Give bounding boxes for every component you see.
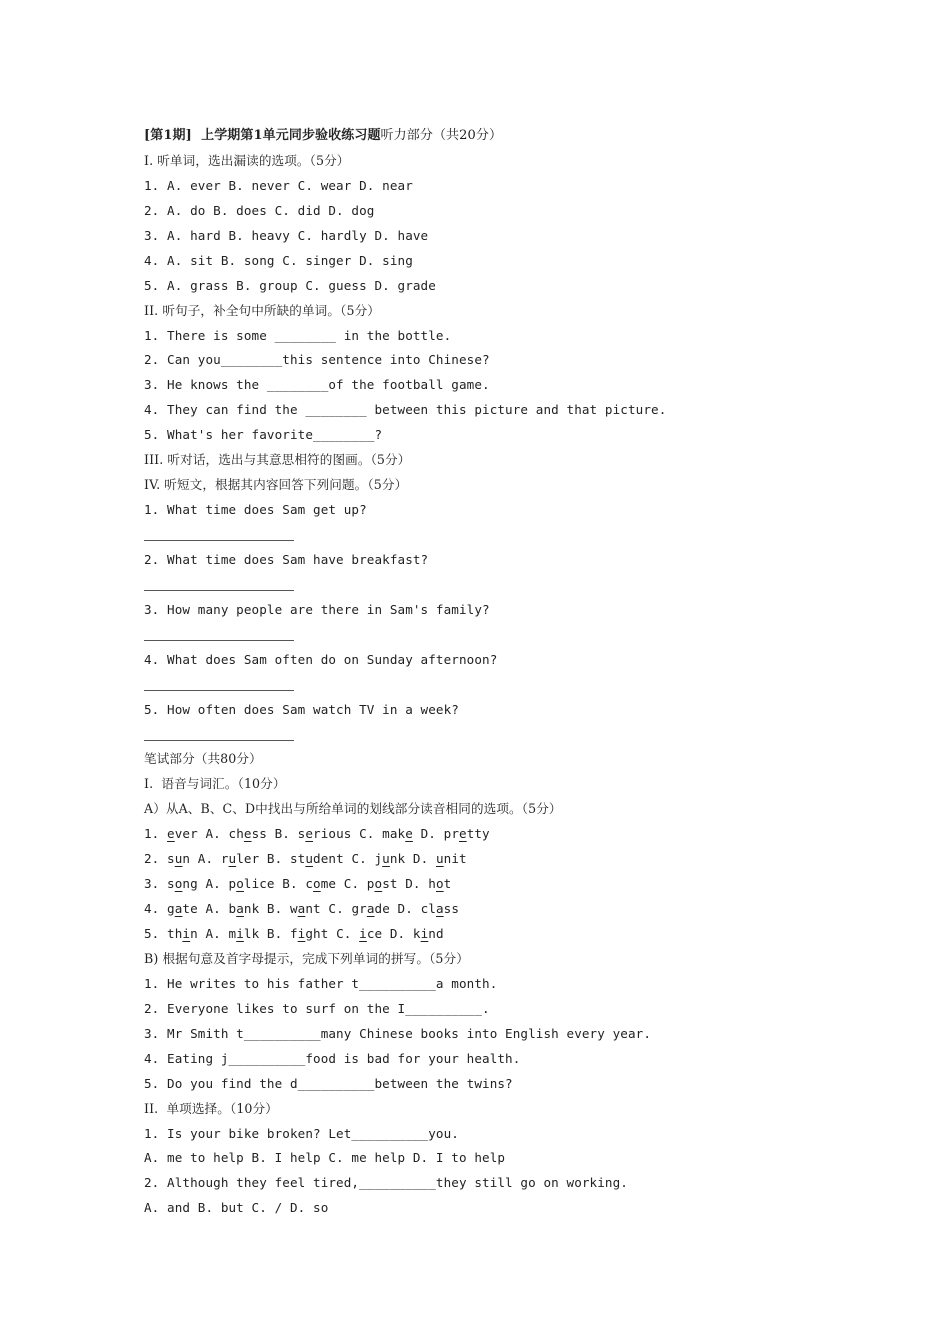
question-item: 4. What does Sam often do on Sunday afternoon? xyxy=(144,651,498,667)
text-segment: dent C. j xyxy=(313,851,383,867)
choice-item: 2. Although they feel tired,__________they still go on working. xyxy=(144,1175,628,1191)
title-normal-part: 听力部分（共20分） xyxy=(380,128,503,143)
underlined-letter: o xyxy=(435,876,444,892)
text-segment: ler B. st xyxy=(236,851,306,867)
answer-blank-line xyxy=(144,573,864,598)
spelling-item: 4. Eating j__________food is bad for your health. xyxy=(144,1050,521,1066)
underlined-letter: i xyxy=(182,926,191,941)
text-segment: n A. r xyxy=(182,851,229,867)
text-segment: tty xyxy=(466,826,490,842)
spelling-item: 3. Mr Smith t__________many Chinese books into English every year. xyxy=(144,1025,652,1041)
text-segment: 4. g xyxy=(144,901,175,917)
underlined-letter: i xyxy=(359,926,367,941)
answer-blank-line xyxy=(144,723,864,748)
text-segment: ss xyxy=(443,901,460,917)
underlined-letter: a xyxy=(366,901,375,917)
underlined-letter: o xyxy=(313,876,321,892)
listening-part3-heading: III. 听对话，选出与其意思相符的图画。（5分） xyxy=(144,452,411,468)
underlined-letter: e xyxy=(305,826,314,842)
text-segment: nd xyxy=(428,926,444,941)
list-item: 2. Can you________this sentence into Chinese? xyxy=(144,352,490,368)
question-item: 3. How many people are there in Sam's family? xyxy=(144,601,490,617)
question-item: 1. What time does Sam get up? xyxy=(144,502,367,518)
answer-blank-line xyxy=(144,673,864,698)
underlined-letter: o xyxy=(174,876,183,892)
underlined-letter: e xyxy=(243,826,252,842)
underlined-letter: u xyxy=(382,851,390,867)
underlined-letter: u xyxy=(228,851,237,867)
listening-part1-heading: I. 听单词，选出漏读的选项。（5分） xyxy=(144,152,350,168)
underlined-letter: i xyxy=(236,926,244,941)
underlined-letter: u xyxy=(305,851,314,867)
spelling-item: 1. He writes to his father t__________a month. xyxy=(144,975,498,991)
text-segment: t xyxy=(443,876,452,892)
phonetics-item xyxy=(144,847,864,872)
title-bold-part: [第1期] 上学期第1单元同步验收练习题 xyxy=(144,128,381,143)
list-item: 1. There is some ________ in the bottle. xyxy=(144,327,452,343)
written-part1-heading: I. 语音与词汇。（10分） xyxy=(144,776,286,792)
underlined-letter: o xyxy=(374,876,383,892)
underlined-letter: e xyxy=(405,826,413,842)
phonetics-item xyxy=(144,922,864,947)
choice-item: 1. Is your bike broken? Let__________you. xyxy=(144,1125,459,1141)
question-item: 2. What time does Sam have breakfast? xyxy=(144,551,429,567)
underlined-letter: a xyxy=(174,901,183,917)
written-heading: 笔试部分（共80分） xyxy=(144,751,262,767)
question-item: 5. How often does Sam watch TV in a week? xyxy=(144,701,459,717)
list-item: 5. A. grass B. group C. guess D. grade xyxy=(144,277,436,293)
section-a-heading: A）从A、B、C、D中找出与所给单词的划线部分读音相同的选项。（5分） xyxy=(144,801,562,817)
list-item: 4. They can find the ________ between this picture and that picture. xyxy=(144,402,667,418)
text-segment: de D. cl xyxy=(374,901,436,917)
list-item: 4. A. sit B. song C. singer D. sing xyxy=(144,252,413,268)
list-item: 3. He knows the ________of the football game. xyxy=(144,377,490,393)
underlined-letter: u xyxy=(174,851,183,867)
text-segment: ver A. ch xyxy=(174,826,244,842)
text-segment: n A. m xyxy=(190,926,237,941)
text-segment: nit xyxy=(443,851,467,867)
text-segment: ght C. xyxy=(305,926,360,941)
worksheet-page xyxy=(144,124,864,1221)
text-segment: ss B. s xyxy=(251,826,306,842)
text-segment: lk B. f xyxy=(243,926,298,941)
section-b-heading: B) 根据句意及首字母提示，完成下列单词的拼写。（5分） xyxy=(144,950,469,966)
list-item: 2. A. do B. does C. did D. dog xyxy=(144,202,375,218)
text-segment: 2. s xyxy=(144,851,175,867)
listening-part4-heading: IV. 听短文，根据其内容回答下列问题。（5分） xyxy=(144,477,408,493)
text-segment: nt C. gr xyxy=(305,901,367,917)
phonetics-item xyxy=(144,822,864,847)
choice-options: A. me to help B. I help C. me help D. I to help xyxy=(144,1150,506,1166)
phonetics-item xyxy=(144,897,864,922)
phonetics-item xyxy=(144,872,864,897)
text-segment: 3. s xyxy=(144,876,175,892)
written-part2-heading: II. 单项选择。（10分） xyxy=(144,1100,278,1116)
text-segment: ng A. p xyxy=(182,876,237,892)
answer-blank-line xyxy=(144,623,864,648)
text-segment: D. pr xyxy=(412,826,459,842)
underlined-letter: o xyxy=(236,876,244,892)
text-segment: lice B. c xyxy=(243,876,314,892)
list-item: 5. What's her favorite________? xyxy=(144,427,383,443)
text-segment: me C. p xyxy=(320,876,375,892)
underlined-letter: i xyxy=(420,926,429,941)
list-item: 3. A. hard B. heavy C. hardly D. have xyxy=(144,227,429,243)
text-segment: rious C. mak xyxy=(313,826,406,842)
text-segment: st D. h xyxy=(382,876,436,892)
text-segment: 5. th xyxy=(144,926,183,941)
underlined-letter: e xyxy=(167,826,175,842)
underlined-letter: a xyxy=(435,901,444,917)
listening-part2-heading: II. 听句子，补全句中所缺的单词。（5分） xyxy=(144,302,380,318)
text-segment: nk D. xyxy=(389,851,436,867)
worksheet-title xyxy=(144,124,864,149)
underlined-letter: u xyxy=(435,851,444,867)
underlined-letter: a xyxy=(297,901,306,917)
underlined-letter: e xyxy=(459,826,467,842)
spelling-item: 5. Do you find the d__________between the twins? xyxy=(144,1075,513,1091)
text-segment: ce D. k xyxy=(366,926,421,941)
text-segment: nk B. w xyxy=(243,901,298,917)
answer-blank-line xyxy=(144,523,864,548)
list-item: 1. A. ever B. never C. wear D. near xyxy=(144,177,413,193)
underlined-letter: i xyxy=(297,926,306,941)
text-segment: te A. b xyxy=(182,901,237,917)
underlined-letter: a xyxy=(236,901,244,917)
spelling-item: 2. Everyone likes to surf on the I__________. xyxy=(144,1000,490,1016)
text-segment: 1. xyxy=(144,826,168,842)
choice-options: A. and B. but C. / D. so xyxy=(144,1200,329,1216)
